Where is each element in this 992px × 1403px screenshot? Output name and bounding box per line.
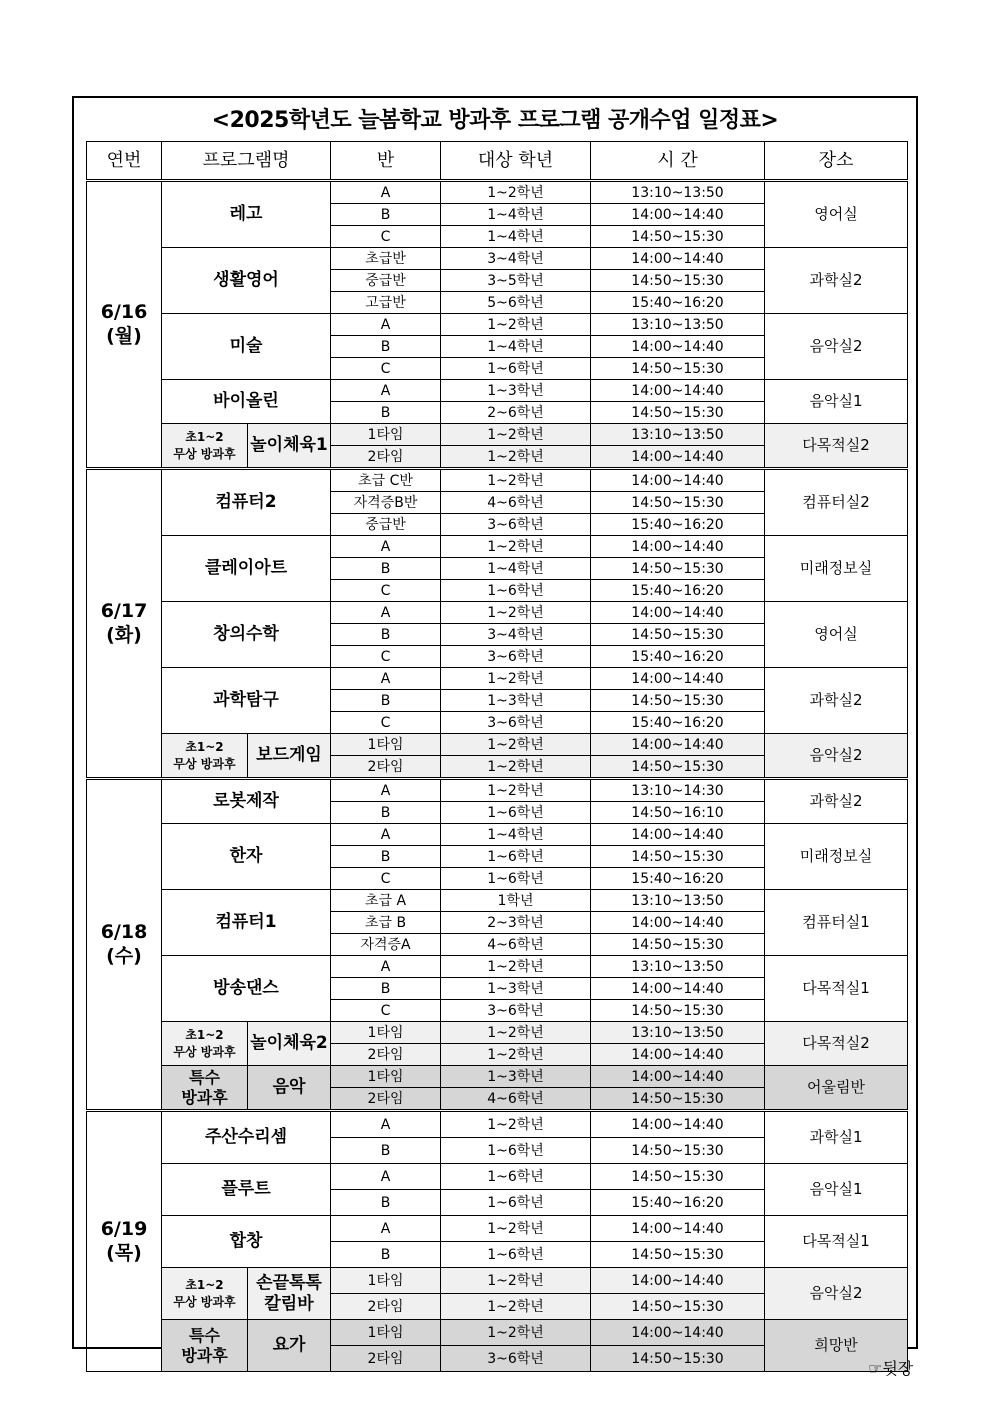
class-cell: A [331, 668, 441, 690]
time-cell: 14:50~15:30 [591, 846, 765, 868]
grade-cell: 1~3학년 [441, 690, 591, 712]
category-line: 방과후 [181, 1087, 228, 1107]
grade-cell: 3~6학년 [441, 1000, 591, 1022]
table-row [87, 668, 908, 690]
location-cell: 미래정보실 [765, 824, 908, 890]
time-cell: 14:50~15:30 [591, 402, 765, 424]
grade-cell: 1~2학년 [441, 602, 591, 624]
time-cell: 14:50~15:30 [591, 690, 765, 712]
class-cell: 자격증A [331, 934, 441, 956]
class-cell: C [331, 646, 441, 668]
table-row [87, 824, 908, 846]
class-cell: 초급 C반 [331, 469, 441, 492]
grade-cell: 1~2학년 [441, 446, 591, 469]
program-name-line: 놀이체육1 [250, 435, 328, 456]
time-cell: 14:50~15:30 [591, 624, 765, 646]
grade-cell: 2~6학년 [441, 402, 591, 424]
location-cell: 컴퓨터실1 [765, 890, 908, 956]
time-cell: 14:00~14:40 [591, 1066, 765, 1088]
grade-cell: 1~2학년 [441, 424, 591, 446]
time-cell: 13:10~13:50 [591, 181, 765, 204]
program-name-line: 음악 [272, 1077, 306, 1098]
grade-cell: 1~2학년 [441, 536, 591, 558]
class-cell: C [331, 358, 441, 380]
category-line: 특수 [189, 1326, 220, 1346]
time-cell: 14:00~14:40 [591, 824, 765, 846]
table-row [87, 1111, 908, 1138]
grade-cell: 1~6학년 [441, 846, 591, 868]
grade-cell: 1~4학년 [441, 336, 591, 358]
time-cell: 13:10~13:50 [591, 424, 765, 446]
class-cell: C [331, 226, 441, 248]
time-cell: 13:10~13:50 [591, 956, 765, 978]
time-cell: 14:00~14:40 [591, 248, 765, 270]
program-name: 컴퓨터1 [162, 890, 331, 956]
program-name: 플루트 [162, 1164, 331, 1216]
program-name [248, 734, 331, 779]
class-cell: A [331, 380, 441, 402]
time-cell: 14:50~15:30 [591, 934, 765, 956]
time-cell: 14:00~14:40 [591, 204, 765, 226]
weekday-label: (월) [106, 324, 142, 347]
class-cell: B [331, 690, 441, 712]
location-cell: 미래정보실 [765, 536, 908, 602]
class-cell: 2타임 [331, 1294, 441, 1320]
date-label: 6/18 [100, 920, 148, 943]
grade-cell: 1~2학년 [441, 1216, 591, 1242]
class-cell: A [331, 181, 441, 204]
time-cell: 14:00~14:40 [591, 978, 765, 1000]
class-cell: B [331, 846, 441, 868]
class-cell: A [331, 1216, 441, 1242]
program-name: 바이올린 [162, 380, 331, 424]
table-row [87, 181, 908, 204]
category-line: 특수 [189, 1068, 220, 1088]
time-cell: 14:00~14:40 [591, 336, 765, 358]
grade-cell: 1학년 [441, 890, 591, 912]
location-cell: 컴퓨터실2 [765, 469, 908, 536]
class-cell: 초급 B [331, 912, 441, 934]
grade-cell: 1~6학년 [441, 1164, 591, 1190]
class-cell: 2타임 [331, 446, 441, 469]
class-cell: A [331, 779, 441, 802]
class-cell: C [331, 1000, 441, 1022]
class-cell: B [331, 1190, 441, 1216]
grade-cell: 1~6학년 [441, 868, 591, 890]
date-label: 6/16 [100, 300, 148, 323]
grade-cell: 1~3학년 [441, 380, 591, 402]
grade-cell: 1~2학년 [441, 1022, 591, 1044]
grade-cell: 3~6학년 [441, 514, 591, 536]
grade-cell: 1~2학년 [441, 756, 591, 779]
location-cell: 음악실1 [765, 380, 908, 424]
class-cell: 1타임 [331, 1320, 441, 1346]
grade-cell: 1~2학년 [441, 779, 591, 802]
grade-cell: 1~2학년 [441, 668, 591, 690]
program-category [162, 424, 248, 469]
table-row [87, 1022, 908, 1044]
class-cell: B [331, 558, 441, 580]
location-cell: 음악실1 [765, 1164, 908, 1216]
location-cell: 다목적실2 [765, 424, 908, 469]
date-cell [87, 1111, 162, 1372]
time-cell: 14:50~15:30 [591, 226, 765, 248]
time-cell: 15:40~16:20 [591, 514, 765, 536]
location-cell: 다목적실1 [765, 956, 908, 1022]
class-cell: B [331, 1242, 441, 1268]
class-cell: C [331, 712, 441, 734]
time-cell: 14:50~15:30 [591, 358, 765, 380]
grade-cell: 1~2학년 [441, 956, 591, 978]
grade-cell: 1~3학년 [441, 978, 591, 1000]
class-cell: A [331, 1111, 441, 1138]
time-cell: 14:50~15:30 [591, 1346, 765, 1372]
table-row [87, 380, 908, 402]
class-cell: 1타임 [331, 424, 441, 446]
table-row [87, 314, 908, 336]
grade-cell: 1~6학년 [441, 1242, 591, 1268]
program-name-line: 요가 [272, 1335, 306, 1356]
program-name: 생활영어 [162, 248, 331, 314]
date-label: 6/19 [100, 1217, 148, 1240]
time-cell: 14:00~14:40 [591, 1216, 765, 1242]
location-cell: 과학실2 [765, 248, 908, 314]
grade-cell: 1~2학년 [441, 734, 591, 756]
time-cell: 14:50~15:30 [591, 492, 765, 514]
header-location: 장소 [765, 142, 908, 181]
class-cell: 2타임 [331, 756, 441, 779]
category-line: 초1~2 [185, 430, 224, 445]
table-row [87, 469, 908, 492]
grade-cell: 1~2학년 [441, 1320, 591, 1346]
program-name: 컴퓨터2 [162, 469, 331, 536]
program-category [162, 1022, 248, 1066]
time-cell: 14:50~15:30 [591, 558, 765, 580]
location-cell: 음악실2 [765, 734, 908, 779]
schedule-body [87, 181, 908, 1372]
location-cell: 어울림반 [765, 1066, 908, 1111]
grade-cell: 3~6학년 [441, 646, 591, 668]
class-cell: 고급반 [331, 292, 441, 314]
date-label: 6/17 [100, 599, 148, 622]
time-cell: 14:50~15:30 [591, 1000, 765, 1022]
time-cell: 15:40~16:20 [591, 646, 765, 668]
time-cell: 14:50~16:10 [591, 802, 765, 824]
class-cell: 2타임 [331, 1044, 441, 1066]
class-cell: 1타임 [331, 734, 441, 756]
class-cell: C [331, 868, 441, 890]
time-cell: 14:00~14:40 [591, 668, 765, 690]
grade-cell: 1~2학년 [441, 1044, 591, 1066]
grade-cell: 4~6학년 [441, 492, 591, 514]
time-cell: 14:00~14:40 [591, 446, 765, 469]
program-category [162, 734, 248, 779]
class-cell: 2타임 [331, 1088, 441, 1111]
grade-cell: 1~2학년 [441, 1294, 591, 1320]
program-name: 한자 [162, 824, 331, 890]
program-name [248, 1066, 331, 1111]
grade-cell: 3~6학년 [441, 712, 591, 734]
time-cell: 15:40~16:20 [591, 868, 765, 890]
time-cell: 14:50~15:30 [591, 1164, 765, 1190]
weekday-label: (수) [106, 944, 142, 967]
class-cell: A [331, 314, 441, 336]
location-cell: 음악실2 [765, 314, 908, 380]
table-row [87, 734, 908, 756]
grade-cell: 4~6학년 [441, 1088, 591, 1111]
table-row [87, 890, 908, 912]
location-cell: 영어실 [765, 602, 908, 668]
header-time: 시 간 [591, 142, 765, 181]
time-cell: 14:50~15:30 [591, 1294, 765, 1320]
category-line: 초1~2 [185, 740, 224, 755]
time-cell: 14:50~15:30 [591, 1088, 765, 1111]
location-cell: 음악실2 [765, 1268, 908, 1320]
program-name: 레고 [162, 181, 331, 248]
time-cell: 14:00~14:40 [591, 1044, 765, 1066]
class-cell: B [331, 336, 441, 358]
header-number: 연번 [87, 142, 162, 181]
grade-cell: 4~6학년 [441, 934, 591, 956]
table-row [87, 1216, 908, 1242]
grade-cell: 1~6학년 [441, 580, 591, 602]
time-cell: 13:10~14:30 [591, 779, 765, 802]
program-name [248, 1320, 331, 1372]
table-row [87, 424, 908, 446]
location-cell: 희망반 [765, 1320, 908, 1372]
program-name: 로봇제작 [162, 779, 331, 824]
time-cell: 15:40~16:20 [591, 1190, 765, 1216]
time-cell: 13:10~13:50 [591, 890, 765, 912]
class-cell: 자격증B반 [331, 492, 441, 514]
program-name: 창의수학 [162, 602, 331, 668]
header-class: 반 [331, 142, 441, 181]
class-cell: B [331, 1138, 441, 1164]
time-cell: 14:00~14:40 [591, 380, 765, 402]
time-cell: 14:00~14:40 [591, 1268, 765, 1294]
grade-cell: 1~2학년 [441, 181, 591, 204]
grade-cell: 1~6학년 [441, 1138, 591, 1164]
location-cell: 다목적실1 [765, 1216, 908, 1268]
table-row [87, 1066, 908, 1088]
category-line: 무상 방과후 [173, 1294, 236, 1309]
table-row [87, 1164, 908, 1190]
table-row [87, 956, 908, 978]
time-cell: 14:00~14:40 [591, 469, 765, 492]
class-cell: 1타임 [331, 1268, 441, 1294]
table-row [87, 602, 908, 624]
category-line: 무상 방과후 [173, 446, 236, 461]
weekday-label: (목) [106, 1241, 142, 1264]
class-cell: C [331, 580, 441, 602]
next-page-note: ☞뒷장 [868, 1359, 914, 1378]
grade-cell: 3~4학년 [441, 624, 591, 646]
grade-cell: 1~2학년 [441, 1268, 591, 1294]
time-cell: 13:10~13:50 [591, 314, 765, 336]
category-line: 무상 방과후 [173, 756, 236, 771]
date-cell [87, 779, 162, 1111]
class-cell: B [331, 624, 441, 646]
grade-cell: 1~2학년 [441, 469, 591, 492]
class-cell: 중급반 [331, 514, 441, 536]
time-cell: 14:50~15:30 [591, 1138, 765, 1164]
class-cell: B [331, 402, 441, 424]
class-cell: 1타임 [331, 1022, 441, 1044]
program-name: 미술 [162, 314, 331, 380]
program-category [162, 1268, 248, 1320]
grade-cell: 2~3학년 [441, 912, 591, 934]
program-name: 과학탐구 [162, 668, 331, 734]
time-cell: 15:40~16:20 [591, 580, 765, 602]
class-cell: 2타임 [331, 1346, 441, 1372]
program-name-line: 손끝톡톡 [256, 1273, 322, 1294]
location-cell: 영어실 [765, 181, 908, 248]
grade-cell: 5~6학년 [441, 292, 591, 314]
grade-cell: 3~6학년 [441, 1346, 591, 1372]
table-row [87, 1268, 908, 1294]
class-cell: B [331, 802, 441, 824]
time-cell: 14:50~15:30 [591, 270, 765, 292]
grade-cell: 1~4학년 [441, 204, 591, 226]
time-cell: 14:00~14:40 [591, 734, 765, 756]
table-row [87, 779, 908, 802]
class-cell: 중급반 [331, 270, 441, 292]
program-name [248, 1268, 331, 1320]
class-cell: 초급 A [331, 890, 441, 912]
grade-cell: 1~4학년 [441, 226, 591, 248]
class-cell: A [331, 536, 441, 558]
grade-cell: 3~4학년 [441, 248, 591, 270]
grade-cell: 1~3학년 [441, 1066, 591, 1088]
time-cell: 14:00~14:40 [591, 1320, 765, 1346]
header-program: 프로그램명 [162, 142, 331, 181]
program-category [162, 1066, 248, 1111]
schedule-table [86, 141, 908, 1372]
program-name: 클레이아트 [162, 536, 331, 602]
time-cell: 14:00~14:40 [591, 536, 765, 558]
grade-cell: 1~4학년 [441, 558, 591, 580]
class-cell: B [331, 204, 441, 226]
program-name-line: 놀이체육2 [250, 1033, 328, 1054]
table-row [87, 536, 908, 558]
program-name: 주산수리셈 [162, 1111, 331, 1164]
page-title: <2025학년도 늘봄학교 방과후 프로그램 공개수업 일정표> [211, 108, 779, 133]
location-cell: 과학실2 [765, 668, 908, 734]
class-cell: A [331, 956, 441, 978]
program-name: 방송댄스 [162, 956, 331, 1022]
class-cell: 초급반 [331, 248, 441, 270]
time-cell: 13:10~13:50 [591, 1022, 765, 1044]
program-name: 합창 [162, 1216, 331, 1268]
date-cell [87, 469, 162, 779]
time-cell: 14:50~15:30 [591, 756, 765, 779]
header-grade: 대상 학년 [441, 142, 591, 181]
grade-cell: 1~2학년 [441, 1111, 591, 1138]
location-cell: 과학실2 [765, 779, 908, 824]
grade-cell: 1~6학년 [441, 358, 591, 380]
location-cell: 다목적실2 [765, 1022, 908, 1066]
class-cell: B [331, 978, 441, 1000]
category-line: 방과후 [181, 1345, 228, 1365]
time-cell: 14:00~14:40 [591, 912, 765, 934]
table-row [87, 1320, 908, 1346]
weekday-label: (화) [106, 623, 142, 646]
category-line: 초1~2 [185, 1278, 224, 1293]
time-cell: 15:40~16:20 [591, 292, 765, 314]
time-cell: 14:00~14:40 [591, 1111, 765, 1138]
date-cell [87, 181, 162, 469]
program-name-line: 칼림바 [264, 1293, 314, 1314]
program-name [248, 1022, 331, 1066]
class-cell: A [331, 602, 441, 624]
category-line: 무상 방과후 [173, 1044, 236, 1059]
program-name [248, 424, 331, 469]
grade-cell: 1~6학년 [441, 802, 591, 824]
header-row [87, 142, 908, 181]
time-cell: 14:00~14:40 [591, 602, 765, 624]
class-cell: A [331, 1164, 441, 1190]
category-line: 초1~2 [185, 1028, 224, 1043]
program-category [162, 1320, 248, 1372]
time-cell: 14:50~15:30 [591, 1242, 765, 1268]
class-cell: 1타임 [331, 1066, 441, 1088]
table-row [87, 248, 908, 270]
grade-cell: 1~6학년 [441, 1190, 591, 1216]
grade-cell: 1~4학년 [441, 824, 591, 846]
class-cell: A [331, 824, 441, 846]
location-cell: 과학실1 [765, 1111, 908, 1164]
program-name-line: 보드게임 [256, 745, 322, 766]
time-cell: 15:40~16:20 [591, 712, 765, 734]
grade-cell: 3~5학년 [441, 270, 591, 292]
grade-cell: 1~2학년 [441, 314, 591, 336]
